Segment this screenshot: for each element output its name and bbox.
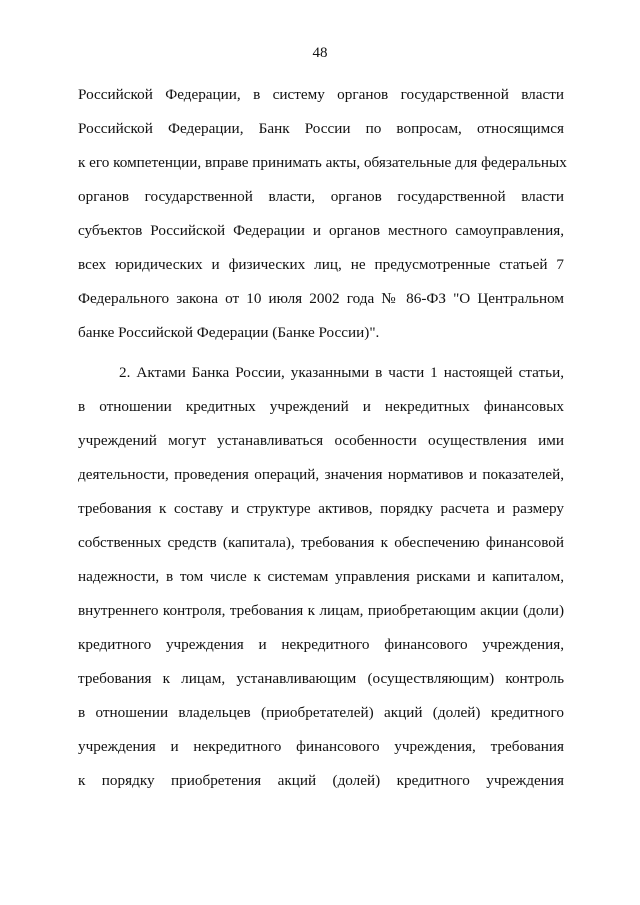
text-line: Российской Федерации, в систему органов государственной власти bbox=[78, 86, 564, 103]
text-line: учреждений могут устанавливаться особенности осуществления ими bbox=[78, 432, 564, 449]
text-line: кредитного учреждения и некредитного финансового учреждения, bbox=[78, 636, 564, 653]
text-line: собственных средств (капитала), требования к обеспечению финансовой bbox=[78, 534, 564, 551]
text-line: требования к составу и структуре активов, порядку расчета и размеру bbox=[78, 500, 564, 517]
text-line: банке Российской Федерации (Банке России)". bbox=[78, 324, 380, 341]
text-line: требования к лицам, устанавливающим (осуществляющим) контроль bbox=[78, 670, 564, 687]
text-line: Российской Федерации, Банк России по вопросам, относящимся bbox=[78, 120, 564, 137]
text-line: деятельности, проведения операций, значения нормативов и показателей, bbox=[78, 466, 564, 483]
text-line: в отношении владельцев (приобретателей) акций (долей) кредитного bbox=[78, 704, 564, 721]
text-line: в отношении кредитных учреждений и некредитных финансовых bbox=[78, 398, 564, 415]
paragraph-1 bbox=[78, 86, 567, 358]
text-line: Федерального закона от 10 июля 2002 года № 86-ФЗ "О Центральном bbox=[78, 290, 564, 307]
text-line: учреждения и некредитного финансового учреждения, требования bbox=[78, 738, 564, 755]
page-number: 48 bbox=[312, 45, 328, 61]
text-line: надежности, в том числе к системам управления рисками и капиталом, bbox=[78, 568, 564, 585]
text-line: внутреннего контроля, требования к лицам, приобретающим акции (доли) bbox=[78, 602, 564, 619]
text-line: органов государственной власти, органов государственной власти bbox=[78, 188, 564, 205]
text-line: к порядку приобретения акций (долей) кредитного учреждения bbox=[78, 772, 564, 789]
text-line: всех юридических и физических лиц, не предусмотренные статьей 7 bbox=[78, 256, 564, 273]
paragraph-2 bbox=[78, 364, 564, 806]
text-line: к его компетенции, вправе принимать акты, обязательные для федеральных bbox=[78, 154, 567, 171]
text-line: 2. Актами Банка России, указанными в части 1 настоящей статьи, bbox=[119, 364, 564, 381]
text-line: субъектов Российской Федерации и органов местного самоуправления, bbox=[78, 222, 564, 239]
